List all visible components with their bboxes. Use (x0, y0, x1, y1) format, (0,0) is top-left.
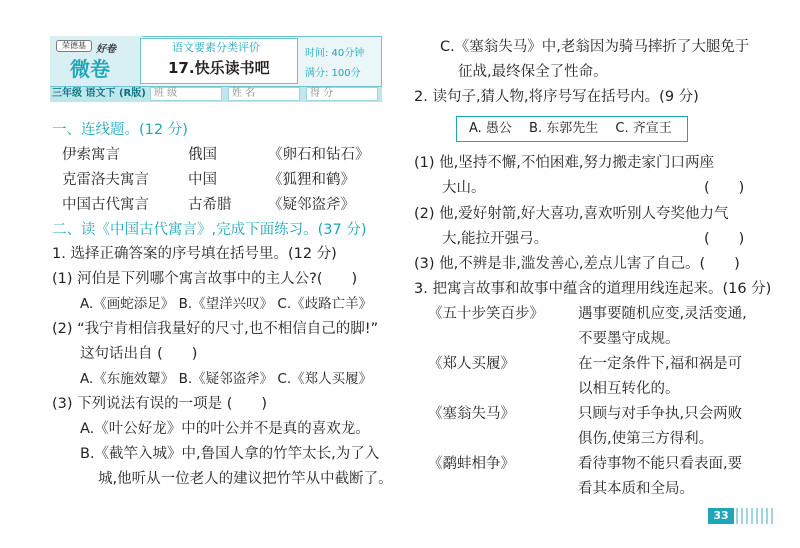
question-2-1: (1) 他,坚持不懈,不怕困难,努力搬走家门口两座 (414, 155, 714, 171)
moral-4-cont: 看其本质和全局。 (578, 481, 694, 497)
section-1-heading: 一、连线题。(12 分) (52, 122, 188, 138)
match-left-2: 克雷洛夫寓言 (62, 172, 149, 188)
fable-2: 《郑人买履》 (428, 356, 515, 372)
answer-bracket-2-2[interactable]: ( ) (704, 231, 745, 247)
match-mid-1: 俄国 (188, 147, 217, 163)
lesson-title: 17.快乐读书吧 (168, 59, 270, 77)
question-1-3: (3) 下列说法有误的一项是 ( ) (52, 396, 268, 412)
moral-1: 遇事要随机应变,灵活变通, (578, 306, 747, 322)
question-1-2-cont: 这句话出自 ( ) (80, 346, 198, 362)
moral-2-cont: 以相互转化的。 (578, 381, 680, 397)
match-mid-3: 古希腊 (188, 197, 232, 213)
score-field[interactable]: 得 分 (306, 87, 378, 101)
match-right-2: 《狐狸和鹤》 (268, 172, 355, 188)
time-limit: 时间: 40分钟 (305, 48, 365, 59)
person-options-box: A. 愚公 B. 东郭先生 C. 齐宣王 (456, 116, 688, 142)
question-2-1-cont: 大山。 (442, 180, 486, 196)
moral-2: 在一定条件下,福和祸是可 (578, 356, 743, 372)
question-1-2: (2) “我宁肯相信我量好的尺寸,也不相信自己的脚!” (52, 321, 379, 337)
moral-3-cont: 俱伤,使第三方得利。 (578, 431, 714, 447)
question-2-3: (3) 他,不辨是非,滥发善心,差点儿害了自己。( ) (414, 256, 740, 272)
page-decoration (736, 508, 776, 524)
question-1-3-option-c-cont: 征战,最终保全了性命。 (458, 64, 608, 80)
series-title: 微卷 (70, 57, 110, 81)
brand-logo: 好卷 (96, 44, 116, 55)
match-left-3: 中国古代寓言 (62, 197, 149, 213)
class-field[interactable]: 班 级 (150, 87, 222, 101)
page-number: 33 (708, 508, 734, 524)
publisher-logo: 荣德基 (56, 40, 92, 52)
question-2-2-cont: 大,能拉开强弓。 (442, 231, 549, 247)
match-right-1: 《卵石和钻石》 (268, 147, 370, 163)
moral-1-cont: 不要墨守成规。 (578, 331, 680, 347)
fable-3: 《塞翁失马》 (428, 406, 515, 422)
question-1-3-option-c: C.《塞翁失马》中,老翁因为骑马摔折了大腿免于 (440, 39, 750, 55)
question-3: 3. 把寓言故事和故事中蕴含的道理用线连起来。(16 分) (414, 281, 772, 297)
question-2: 2. 读句子,猜人物,将序号写在括号内。(9 分) (414, 89, 699, 105)
question-2-2: (2) 他,爱好射箭,好大喜功,喜欢听别人夸奖他力气 (414, 206, 729, 222)
question-1-1-options: A.《画蛇添足》 B.《望洋兴叹》 C.《歧路亡羊》 (80, 296, 373, 312)
question-1-2-options: A.《东施效颦》 B.《疑邻盗斧》 C.《郑人买履》 (80, 371, 373, 387)
question-1: 1. 选择正确答案的序号填在括号里。(12 分) (52, 246, 337, 262)
fable-4: 《鹬蚌相争》 (428, 456, 515, 472)
match-right-3: 《疑邻盗斧》 (268, 197, 355, 213)
name-field[interactable]: 姓 名 (228, 87, 300, 101)
match-left-1: 伊索寓言 (62, 147, 120, 163)
moral-4: 看待事物不能只看表面,要 (578, 456, 743, 472)
moral-3: 只顾与对手争执,只会两败 (578, 406, 743, 422)
fable-1: 《五十步笑百步》 (428, 306, 544, 322)
match-mid-2: 中国 (188, 172, 217, 188)
full-score: 满分: 100分 (305, 68, 361, 79)
question-1-3-option-a: A.《叶公好龙》中的叶公并不是真的喜欢龙。 (80, 421, 370, 437)
question-1-1: (1) 河伯是下列哪个寓言故事中的主人公?( ) (52, 271, 358, 287)
question-1-3-option-b: B.《截竿入城》中,鲁国人拿的竹竿太长,为了入 (80, 446, 380, 462)
answer-bracket-2-1[interactable]: ( ) (704, 180, 745, 196)
question-1-3-option-b-cont: 城,他听从一位老人的建议把竹竿从中截断了。 (98, 471, 393, 487)
grade-label: 三年级 语文下 (R版) (52, 88, 146, 99)
section-2-heading: 二、读《中国古代寓言》,完成下面练习。(37 分) (52, 222, 367, 238)
header-subtitle: 语文要素分类评价 (172, 41, 260, 54)
